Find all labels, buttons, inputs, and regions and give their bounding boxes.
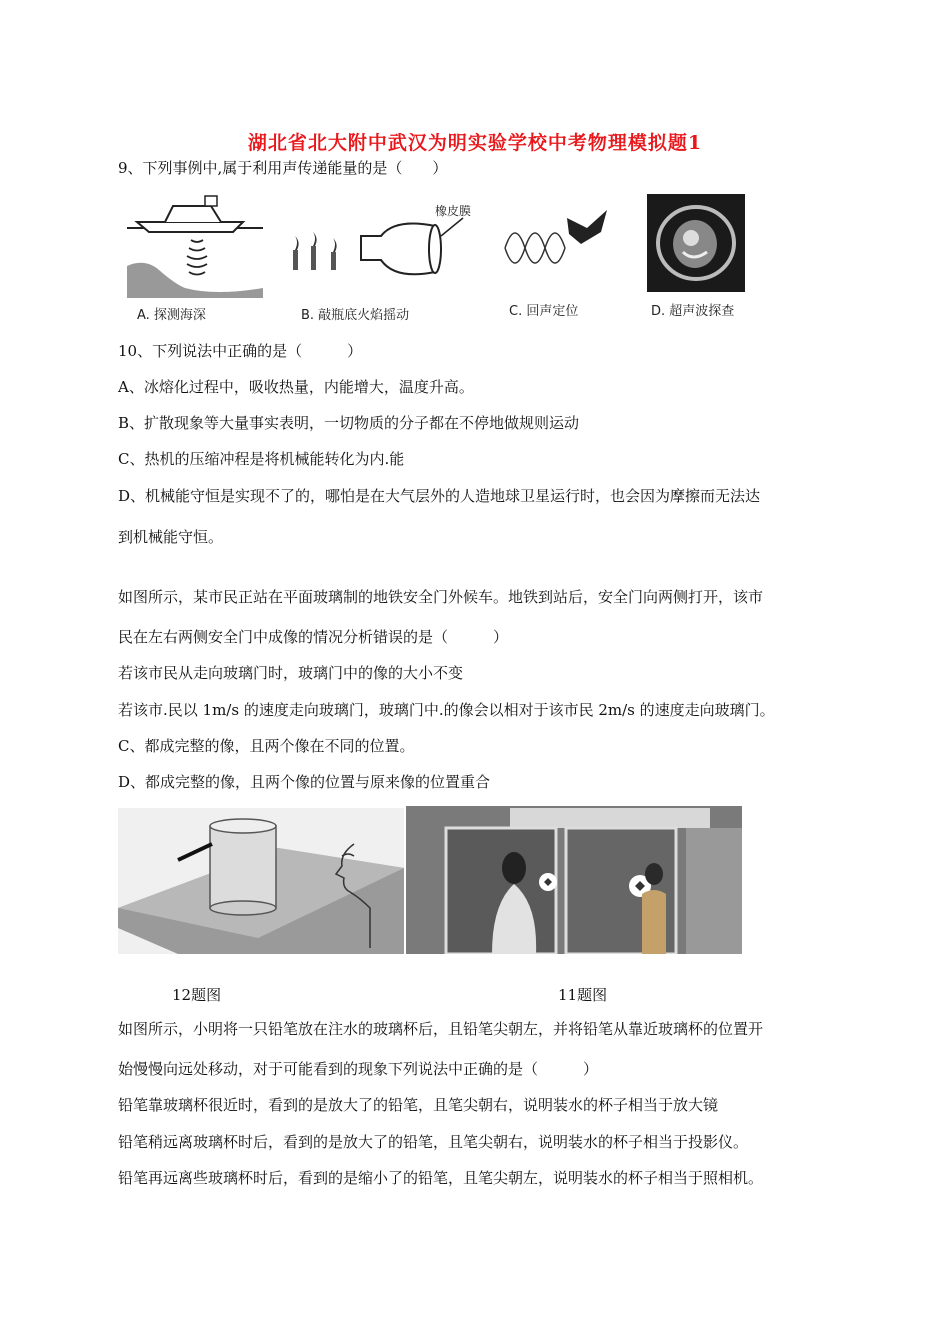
q9-option-b: B. 敲瓶底火焰摇动 [301,308,410,323]
membrane-label: 橡皮膜 [435,204,472,218]
q11-option-a: 若该市民从走向玻璃门时，玻璃门中的像的大小不变 [118,664,464,682]
subway-door-photo [406,806,742,954]
q10-stem: 10、下列说法中正确的是（ ） [118,342,363,360]
q9-figure [125,188,765,323]
q9-option-a: A. 探测海深 [137,308,206,323]
q12-option-a: 铅笔靠玻璃杯很近时，看到的是放大了的铅笔，且笔尖朝右，说明装水的杯子相当于放大镜 [118,1096,719,1114]
q11-option-b: 若该市.民以 1m/s 的速度走向玻璃门，玻璃门中.的像会以相对于该市民 2m/s 的速度走向玻璃门。 [118,701,775,719]
q11-option-d: D、都成完整的像，且两个像的位置与原来像的位置重合 [118,773,491,791]
ultrasound-image [647,194,745,292]
bat-echolocation-illustration [497,188,617,298]
q9-stem: 9、下列事例中,属于利用声传递能量的是（ ） [118,159,448,177]
q9-option-d: D. 超声波探查 [651,304,735,319]
q9-option-c: C. 回声定位 [509,304,579,319]
page-title: 湖北省北大附中武汉为明实验学校中考物理模拟题1 [247,132,703,154]
q11-stem-line1: 如图所示，某市民正站在平面玻璃制的地铁安全门外候车。地铁到站后，安全门向两侧打开，该市 [118,588,764,606]
figure-12-caption: 12题图 [172,986,222,1004]
q10-option-a: A、冰熔化过程中，吸收热量，内能增大，温度升高。 [118,378,474,396]
figure-11-caption: 11题图 [558,986,608,1004]
q12-option-b: 铅笔稍远离玻璃杯时后，看到的是放大了的铅笔，且笔尖朝右，说明装水的杯子相当于投影仪。 [118,1133,749,1151]
q11-stem-line2: 民在左右两侧安全门中成像的情况分析错误的是（ ） [118,628,509,646]
q12-option-c: 铅笔再远离些玻璃杯时后，看到的是缩小了的铅笔，且笔尖朝左，说明装水的杯子相当于照相机。 [118,1169,764,1187]
q12-stem-line2: 始慢慢向远处移动，对于可能看到的现象下列说法中正确的是（ ） [118,1060,599,1078]
glass-pencil-illustration [118,808,404,954]
q12-stem-line1: 如图所示，小明将一只铅笔放在注水的玻璃杯后，且铅笔尖朝左，并将铅笔从靠近玻璃杯的位置开 [118,1020,764,1038]
q10-option-b: B、扩散现象等大量事实表明，一切物质的分子都在不停地做规则运动 [118,414,580,432]
q10-option-d-line1: D、机械能守恒是实现不了的，哪怕是在大气层外的人造地球卫星运行时，也会因为摩擦而无法达 [118,487,761,505]
q11-option-c: C、都成完整的像，且两个像在不同的位置。 [118,737,415,755]
q10-option-c: C、热机的压缩冲程是将机械能转化为内.能 [118,450,405,468]
boat-sonar-illustration [125,188,265,323]
q10-option-d-line2: 到机械能守恒。 [118,528,224,546]
